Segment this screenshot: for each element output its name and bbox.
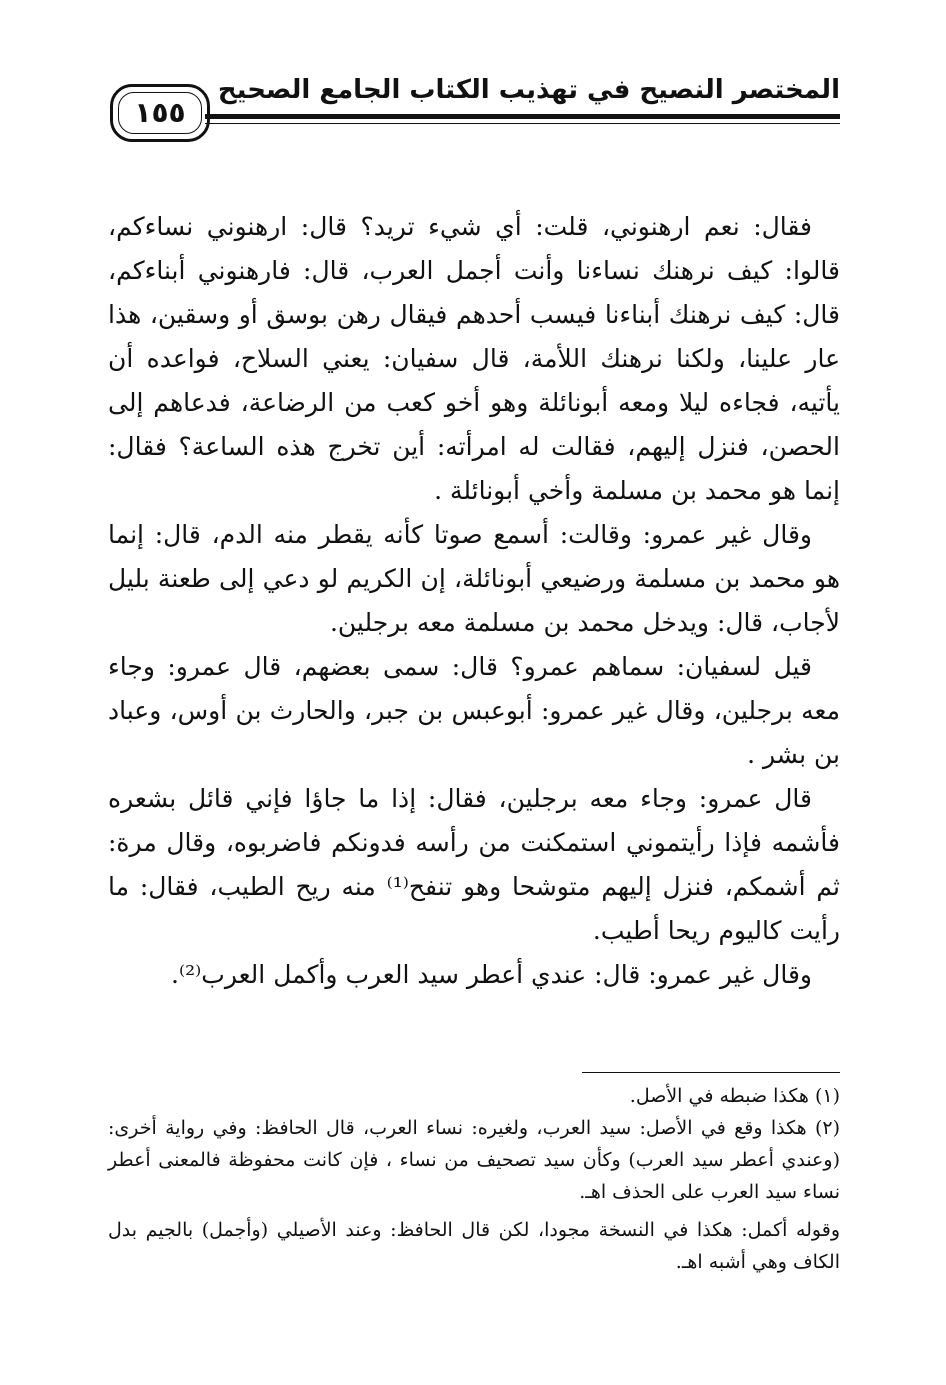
footnote: (١) هكذا ضبطه في الأصل.: [629, 1085, 840, 1107]
paragraph: قال عمرو: وجاء معه برجلين، فقال: إذا ما جاؤا فإني قائل بشعره فأشمه فإذا رأيتموني استمكنت من رأسه فدونكم فاضربوه، وقال مرة: ثم أشمكم، فنزل إليهم متوشحا وهو تنفح⁽¹⁾ منه ريح الطيب، فقال: ما رأيت كاليوم ريحا أطيب.: [108, 784, 840, 945]
page-number-frame: [110, 84, 210, 142]
page-number: ١٥٥: [134, 96, 186, 129]
header-rule-thin: [205, 123, 840, 124]
footnote-separator: [582, 1072, 840, 1073]
header-rule: [205, 114, 840, 119]
paragraph: فقال: نعم ارهنوني، قلت: أي شيء تريد؟ قال: ارهنوني نساءكم، قالوا: كيف نرهنك نساءنا وأنت أجمل العرب، قال: فارهنوني أبناءكم، قال: كيف نرهنك أبناءنا فيسب أحدهم فيقال رهن بوسق أو وسقين، هذا عار علينا، ولكنا نرهنك اللأمة، قال سفيان: يعني السلاح، فواعده أن يأتيه، فجاءه ليلا ومعه أبونائلة وهو أخو كعب من الرضاعة، فدعاهم إلى الحصن، فنزل إليهم، فقالت له امرأته: أين تخرج هذه الساعة؟ فقال: إنما هو محمد بن مسلمة وأخي أبونائلة .: [108, 212, 840, 505]
footnotes: [108, 1080, 840, 1278]
running-title: المختصر النصيح في تهذيب الكتاب الجامع الصحيح: [217, 75, 840, 105]
paragraph: وقال غير عمرو: قال: عندي أعطر سيد العرب وأكمل العرب⁽²⁾.: [171, 960, 812, 989]
main-text: [108, 205, 840, 997]
footnote: (٢) هكذا وقع في الأصل: سيد العرب، ولغيره: نساء العرب، قال الحافظ: وفي رواية أخرى: (وعندي أعطر سيد العرب) وكأن سيد تصحيف من نساء ، فإن كانت محفوظة فالمعنى أعطر نساء سيد العرب على الحذف اهـ.: [108, 1117, 840, 1203]
footnote-continuation: وقوله أكمل: هكذا في النسخة مجودا، لكن قال الحافظ: وعند الأصيلي (وأجمل) بالجيم بدل الكاف وهي أشبه اهـ.: [108, 1219, 840, 1273]
paragraph: قيل لسفيان: سماهم عمرو؟ قال: سمى بعضهم، قال عمرو: وجاء معه برجلين، وقال غير عمرو: أبوعبس بن جبر، والحارث بن أوس، وعباد بن بشر .: [108, 652, 840, 769]
paragraph: وقال غير عمرو: وقالت: أسمع صوتا كأنه يقطر منه الدم، قال: إنما هو محمد بن مسلمة ورضيعي أبونائلة، إن الكريم لو دعي إلى طعنة بليل لأجاب، قال: ويدخل محمد بن مسلمة معه برجلين.: [108, 520, 840, 637]
